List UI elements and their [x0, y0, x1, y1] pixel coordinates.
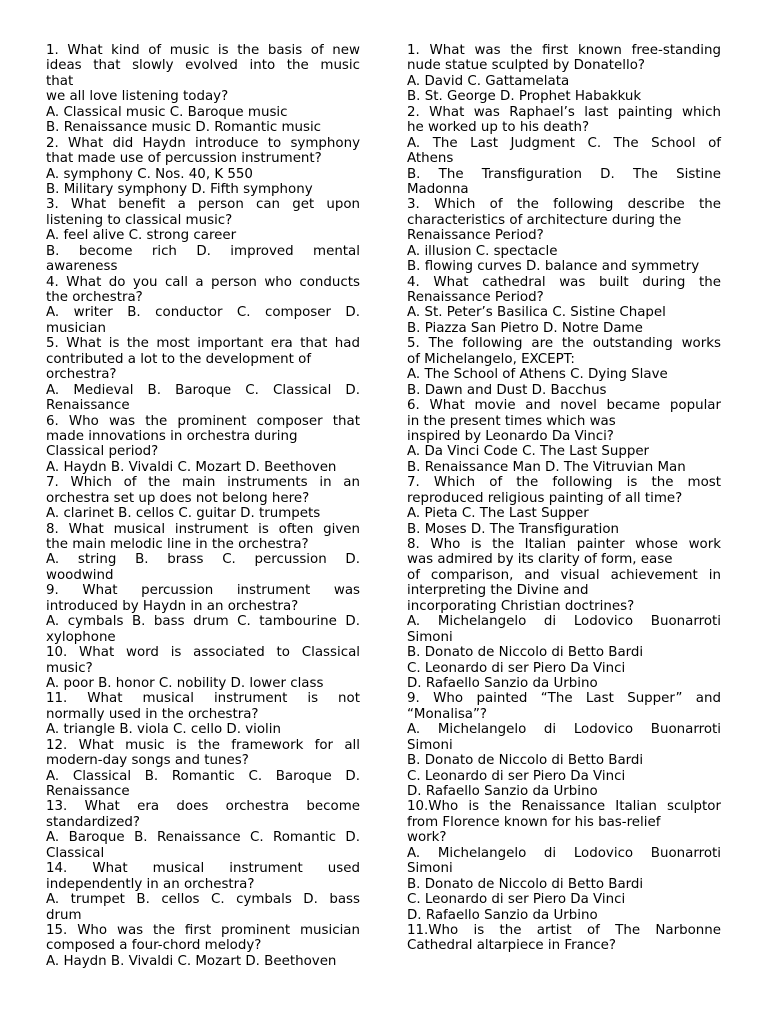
- text-line: D. Rafaello Sanzio da Urbino: [407, 907, 598, 923]
- text-line: Simoni: [407, 629, 453, 645]
- text-line: standardized?: [46, 814, 140, 830]
- text-line: 10. What word is associated to Classical: [46, 645, 360, 661]
- text-line: A. feel alive C. strong career: [46, 228, 237, 244]
- text-line: 12. What music is the framework for all: [46, 737, 360, 753]
- text-line: 9. Who painted “The Last Supper” and: [407, 691, 721, 707]
- text-line: A. cymbals B. bass drum C. tambourine D.: [46, 614, 360, 630]
- text-line: 4. What cathedral was built during the: [407, 274, 721, 290]
- text-line: Renaissance: [46, 784, 130, 799]
- text-line: 4. What do you call a person who conducts: [46, 274, 360, 290]
- text-line: 3. Which of the following describe the: [407, 197, 721, 213]
- text-line: from Florence known for his bas-relief: [407, 814, 661, 830]
- text-line: A. Haydn B. Vivaldi C. Mozart D. Beethoven: [46, 953, 337, 969]
- text-line: 13. What era does orchestra become: [46, 799, 360, 815]
- text-line: that: [46, 73, 74, 89]
- text-line: the main melodic line in the orchestra?: [46, 537, 309, 552]
- text-line: 11.Who is the artist of The Narbonne: [407, 922, 721, 938]
- text-line: C. Leonardo di ser Piero Da Vinci: [407, 768, 626, 784]
- text-line: A. string B. brass C. percussion D.: [46, 552, 360, 568]
- text-line: music?: [46, 660, 93, 676]
- text-line: A. David C. Gattamelata: [407, 73, 570, 89]
- text-line: that made use of percussion instrument?: [46, 151, 322, 167]
- text-line: A. illusion C. spectacle: [407, 243, 558, 259]
- text-line: orchestra?: [46, 367, 117, 383]
- text-line: incorporating Christian doctrines?: [407, 598, 635, 614]
- text-line: B. Renaissance Man D. The Vitruvian Man: [407, 459, 686, 475]
- left-quiz-column: [46, 43, 360, 969]
- text-line: A. Baroque B. Renaissance C. Romantic D.: [46, 830, 360, 846]
- text-line: Renaissance Period?: [407, 228, 544, 244]
- text-line: Simoni: [407, 861, 453, 877]
- text-line: composed a four-chord melody?: [46, 938, 262, 954]
- text-line: Renaissance: [46, 398, 130, 414]
- text-line: inspired by Leonardo Da Vinci?: [407, 428, 614, 444]
- text-line: contributed a lot to the development of: [46, 351, 312, 367]
- text-line: A. poor B. honor C. nobility D. lower class: [46, 675, 324, 691]
- text-line: A. writer B. conductor C. composer D.: [46, 305, 360, 321]
- text-line: B. Donato de Niccolo di Betto Bardi: [407, 876, 644, 892]
- text-line: 1. What was the first known free-standing: [407, 43, 721, 58]
- text-line: B. flowing curves D. balance and symmetry: [407, 259, 700, 275]
- text-line: Classical period?: [46, 444, 159, 460]
- text-line: A. St. Peter’s Basilica C. Sistine Chapel: [407, 305, 666, 321]
- text-line: B. become rich D. improved mental: [46, 243, 360, 259]
- text-line: B. Military symphony D. Fifth symphony: [46, 181, 313, 197]
- text-line: 14. What musical instrument used: [46, 861, 360, 877]
- text-line: B. Piazza San Pietro D. Notre Dame: [407, 320, 643, 336]
- text-line: C. Leonardo di ser Piero Da Vinci: [407, 660, 626, 676]
- text-line: 11. What musical instrument is not: [46, 691, 360, 707]
- text-line: B. Donato de Niccolo di Betto Bardi: [407, 645, 644, 661]
- text-line: reproduced religious painting of all time?: [407, 490, 683, 506]
- text-line: B. Renaissance music D. Romantic music: [46, 120, 322, 136]
- text-line: interpreting the Divine and: [407, 583, 589, 599]
- text-line: A. Michelangelo di Lodovico Buonarroti: [407, 722, 721, 738]
- text-line: introduced by Haydn in an orchestra?: [46, 598, 299, 614]
- text-line: 6. Who was the prominent composer that: [46, 413, 360, 429]
- text-line: A. trumpet B. cellos C. cymbals D. bass: [46, 892, 360, 908]
- text-line: 3. What benefit a person can get upon: [46, 197, 360, 213]
- text-line: he worked up to his death?: [407, 120, 590, 136]
- text-line: A. Medieval B. Baroque C. Classical D.: [46, 382, 360, 398]
- text-line: A. Pieta C. The Last Supper: [407, 506, 589, 522]
- text-line: B. Moses D. The Transfiguration: [407, 521, 620, 537]
- text-line: D. Rafaello Sanzio da Urbino: [407, 675, 598, 691]
- text-line: Classical: [46, 845, 105, 861]
- text-line: 15. Who was the first prominent musician: [46, 922, 360, 938]
- text-line: Athens: [407, 151, 454, 167]
- text-line: 5. The following are the outstanding works: [407, 336, 721, 352]
- text-line: 7. Which of the main instruments in an: [46, 475, 360, 491]
- text-line: 2. What did Haydn introduce to symphony: [46, 135, 360, 151]
- text-line: A. symphony C. Nos. 40, K 550: [46, 166, 253, 182]
- text-line: the orchestra?: [46, 290, 143, 305]
- text-line: A. triangle B. viola C. cello D. violin: [46, 722, 281, 738]
- text-line: woodwind: [46, 567, 114, 583]
- text-line: listening to classical music?: [46, 212, 233, 228]
- text-line: musician: [46, 320, 107, 336]
- text-line: 7. Which of the following is the most: [407, 475, 721, 491]
- text-line: 8. What musical instrument is often given: [46, 521, 360, 537]
- text-line: C. Leonardo di ser Piero Da Vinci: [407, 892, 626, 908]
- text-line: 8. Who is the Italian painter whose work: [407, 537, 721, 552]
- text-line: A. Classical music C. Baroque music: [46, 104, 288, 120]
- right-quiz-column: [407, 43, 721, 954]
- text-line: A. Michelangelo di Lodovico Buonarroti: [407, 845, 721, 861]
- text-line: awareness: [46, 259, 118, 275]
- text-line: Simoni: [407, 737, 453, 753]
- text-line: ideas that slowly evolved into the music: [46, 58, 360, 74]
- text-line: drum: [46, 907, 82, 923]
- text-line: 5. What is the most important era that had: [46, 336, 360, 352]
- text-line: A. Da Vinci Code C. The Last Supper: [407, 444, 650, 460]
- text-line: B. Dawn and Dust D. Bacchus: [407, 382, 607, 398]
- text-line: normally used in the orchestra?: [46, 706, 259, 722]
- text-line: Renaissance Period?: [407, 290, 544, 305]
- text-line: was admired by its clarity of form, ease: [407, 552, 673, 568]
- text-line: 10.Who is the Renaissance Italian sculptor: [407, 799, 721, 815]
- text-line: 2. What was Raphael’s last painting which: [407, 104, 721, 120]
- text-line: A. The Last Judgment C. The School of: [407, 135, 721, 151]
- text-line: A. Michelangelo di Lodovico Buonarroti: [407, 614, 721, 630]
- text-line: D. Rafaello Sanzio da Urbino: [407, 784, 598, 799]
- text-line: in the present times which was: [407, 413, 616, 429]
- text-line: made innovations in orchestra during: [46, 428, 298, 444]
- text-line: nude statue sculpted by Donatello?: [407, 58, 646, 74]
- text-line: xylophone: [46, 629, 116, 645]
- text-line: work?: [407, 830, 447, 846]
- text-line: of Michelangelo, EXCEPT:: [407, 351, 575, 367]
- text-line: modern-day songs and tunes?: [46, 753, 249, 769]
- text-line: 1. What kind of music is the basis of new: [46, 43, 360, 58]
- text-line: “Monalisa”?: [407, 706, 488, 722]
- text-line: 6. What movie and novel became popular: [407, 398, 721, 414]
- text-line: we all love listening today?: [46, 89, 229, 105]
- text-line: B. The Transfiguration D. The Sistine: [407, 166, 721, 182]
- text-line: A. Classical B. Romantic C. Baroque D.: [46, 768, 360, 784]
- text-line: B. Donato de Niccolo di Betto Bardi: [407, 753, 644, 769]
- text-line: A. Haydn B. Vivaldi C. Mozart D. Beethoven: [46, 459, 337, 475]
- text-line: Madonna: [407, 181, 469, 197]
- text-line: of comparison, and visual achievement in: [407, 567, 721, 583]
- text-line: 9. What percussion instrument was: [46, 583, 360, 599]
- text-line: B. St. George D. Prophet Habakkuk: [407, 89, 642, 105]
- text-line: orchestra set up does not belong here?: [46, 490, 310, 506]
- text-line: Cathedral altarpiece in France?: [407, 938, 617, 954]
- text-line: independently in an orchestra?: [46, 876, 255, 892]
- text-line: A. clarinet B. cellos C. guitar D. trumpets: [46, 506, 321, 522]
- text-line: A. The School of Athens C. Dying Slave: [407, 367, 668, 383]
- text-line: characteristics of architecture during the: [407, 212, 682, 228]
